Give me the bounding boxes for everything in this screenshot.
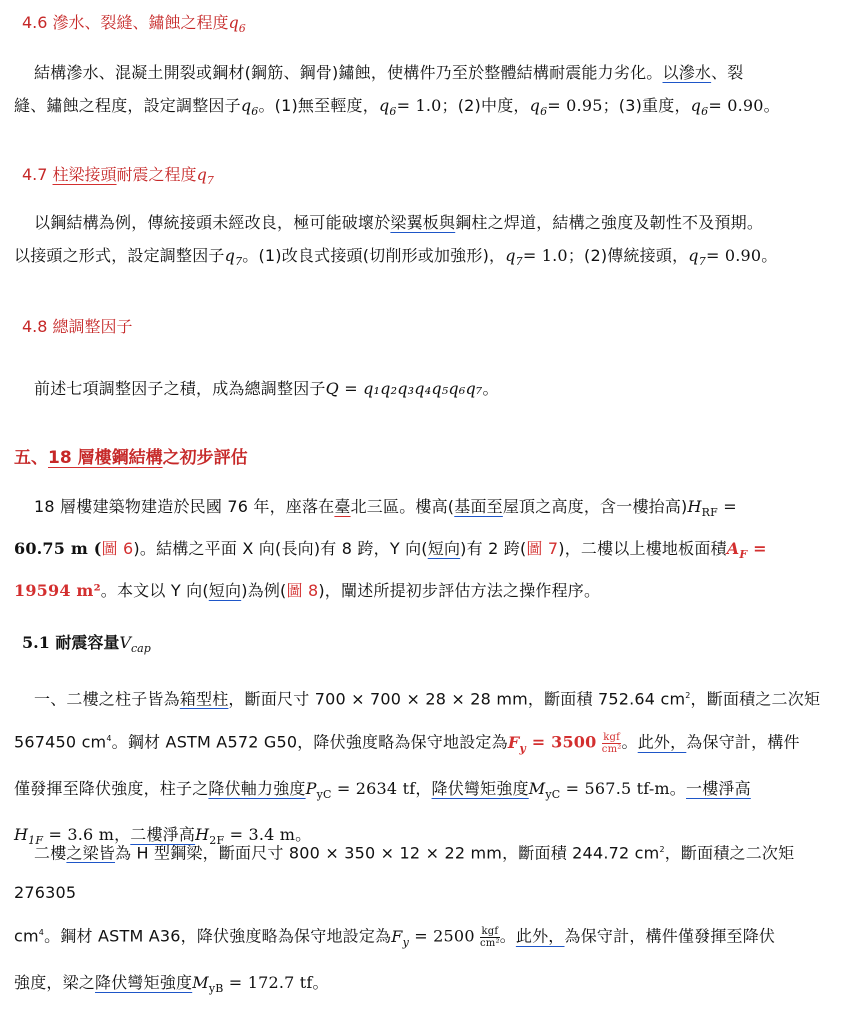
paragraph-section-5: 18 層樓建築物建造於民國 76 年，座落在臺北三區。樓高(基面至屋頂之高度，含一樓抬高)$H_{RF}$ = 60.75 m (圖 6)。結構之平面 X 向(長向)有 8 跨，Y 向(短向)有 2 跨(圖 7)，二樓以上樓地板面積$A_F$ = 19594 m²。本文以 Y 向(短向)為例(圖 8)，闡述所提初步評估方法之操作程序。: [14, 497, 767, 601]
q6-symbol: $q_6$: [228, 13, 246, 36]
paragraph-4-6: 結構滲水、混凝土開裂或鋼材(鋼筋、鋼骨)鏽蝕，使構件乃至於整體結構耐震能力劣化。以滲水、裂 縫、鏽蝕之程度，設定調整因子$q_6$。(1)無至輕度，$q_6= 1.0$；(2)中度，$q_6= 0.95$；(3)重度，$q_6= 0.90$。: [14, 63, 780, 119]
paragraph-5-1-column: 一、二樓之柱子皆為箱型柱，斷面尺寸 700 × 700 × 28 × 28 mm，斷面積 752.64 $cm^2$，斷面積之二次矩 567450 $cm^4$。鋼材 ASTM A572 G50，降伏強度略為保守地設定為$F_y = 3500$ $\frac{\text{kgf}}{\text{cm²}}$ 。此外，為保守計，構件 僅發揮至降伏強度，柱子之降伏軸力強度$P_{yC} = 2634$ tf，降伏彎矩強度$M_{yC} = 567.5$ tf-m。一樓淨高 $H_{1F} = 3.6$ m，二樓淨高$H_{2F} = 3.4$ m。: [14, 689, 821, 848]
paragraph-4-7: 以鋼結構為例，傳統接頭未經改良，極可能破壞於梁翼板與鋼柱之焊道，結構之強度及韌性不及預期。 以接頭之形式，設定調整因子$q_7$。(1)改良式接頭(切削形或加強形)，$q_7= 1.0$；(2)傳統接頭，$q_7= 0.90$。: [14, 213, 778, 269]
figure-8-link[interactable]: 圖 8: [286, 581, 319, 601]
paragraph-4-8: 前述七項調整因子之積，成為總調整因子Q = q₁q₂q₃q₄q₅q₆q₇。: [34, 379, 499, 398]
heading-4-7: 4.7 柱梁接頭耐震之程度$q_7$: [22, 165, 214, 188]
paragraph-5-1-beam: 二樓之梁皆為 H 型鋼梁，斷面尺寸 800 × 350 × 12 × 22 mm，斷面積 244.72 $cm^2$，斷面積之二次矩 276305 $cm^4$。鋼材 ASTM A36，降伏強度略為保守地設定為$F_y = 2500$ $\frac{\text{kgf}}{\text{cm²}}$ 。此外，為保守計，構件僅發揮至降伏 強度，梁之降伏彎矩強度$M_{yB} = 172.7$ tf。: [14, 843, 795, 996]
heading-5-1: 5.1 耐震容量$V_{cap}$: [22, 633, 151, 656]
heading-4-8: 4.8 總調整因子: [22, 317, 133, 336]
heading-section-5: 五、18 層樓鋼結構之初步評估: [14, 448, 248, 468]
figure-6-link[interactable]: 圖 6: [101, 539, 134, 559]
heading-4-6: 4.6 滲水、裂縫、鏽蝕之程度$q_6$: [22, 13, 246, 36]
figure-7-link[interactable]: 圖 7: [526, 539, 559, 559]
